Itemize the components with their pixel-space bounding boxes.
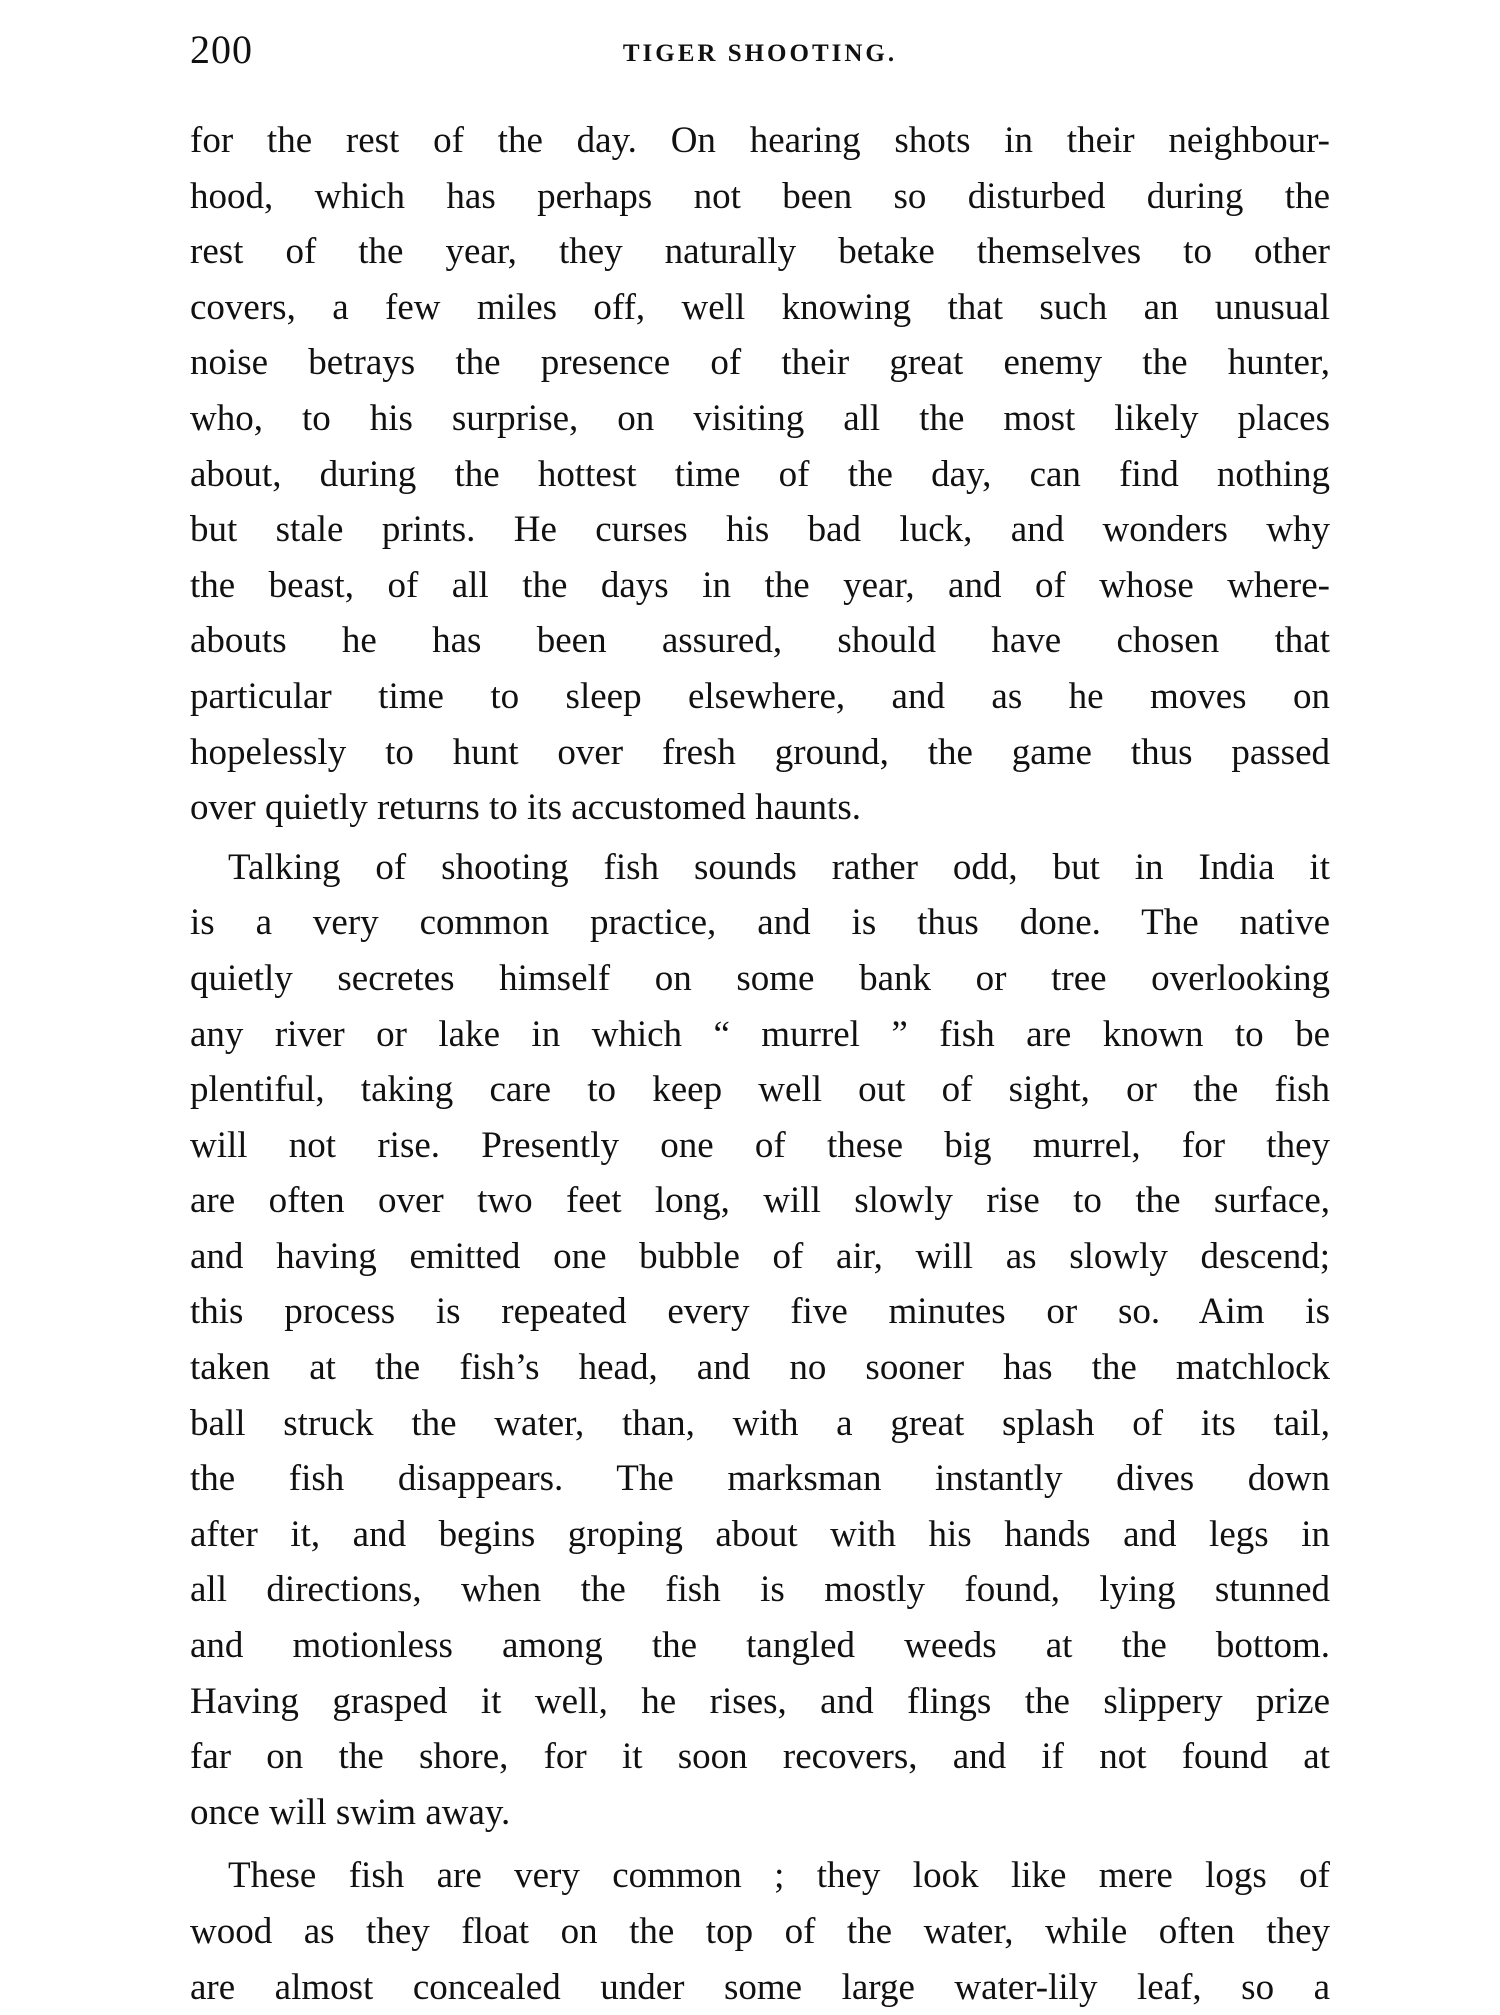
text-line: all directions, when the fish is mostly found, lying stunned — [190, 1569, 1330, 1611]
text-line: abouts he has been assured, should have chosen that — [190, 620, 1330, 662]
text-line: Having grasped it well, he rises, and flings the slippery prize — [190, 1680, 1330, 1722]
text-line: wood as they float on the top of the water, while often they — [190, 1911, 1330, 1952]
text-line: will not rise. Presently one of these big murrel, for they — [190, 1124, 1330, 1166]
text-line: particular time to sleep elsewhere, and as he moves on — [190, 675, 1330, 717]
text-line: but stale prints. He curses his bad luck, and wonders why — [190, 509, 1330, 551]
text-line: any river or lake in which “ murrel ” fish are known to be — [190, 1013, 1330, 1055]
text-line: and motionless among the tangled weeds at the bottom. — [190, 1625, 1330, 1667]
text-line: hopelessly to hunt over fresh ground, the game thus passed — [190, 731, 1330, 773]
running-head — [190, 26, 1330, 86]
text-line: far on the shore, for it soon recovers, and if not found at — [190, 1736, 1330, 1778]
text-line: These fish are very common ; they look like mere logs of — [228, 1855, 1330, 1897]
text-line: are often over two feet long, will slowly rise to the surface, — [190, 1180, 1330, 1222]
text-line: quietly secretes himself on some bank or tree overlooking — [190, 957, 1330, 999]
text-line: the beast, of all the days in the year, and of whose where- — [190, 564, 1330, 606]
text-line: and having emitted one bubble of air, will as slowly descend; — [190, 1235, 1330, 1277]
body-text — [190, 113, 1330, 2015]
text-line: who, to his surprise, on visiting all the most likely places — [190, 397, 1330, 439]
text-line: about, during the hottest time of the day, can find nothing — [190, 453, 1330, 495]
text-line: are almost concealed under some large water-lily leaf, so a — [190, 1966, 1330, 2008]
text-line: Talking of shooting fish sounds rather odd, but in India it — [228, 846, 1330, 888]
text-line: this process is repeated every five minutes or so. Aim is — [190, 1291, 1330, 1333]
paragraph — [190, 840, 1330, 1841]
paragraph — [190, 113, 1330, 836]
text-line: ball struck the water, than, with a great splash of its tail, — [190, 1402, 1330, 1444]
text-line: hood, which has perhaps not been so disturbed during the — [190, 175, 1330, 217]
text-line: covers, a few miles off, well knowing that such an unusual — [190, 286, 1330, 328]
text-line: once will swim away. — [190, 1791, 511, 1833]
text-line: over quietly returns to its accustomed haunts. — [190, 787, 861, 829]
text-line: noise betrays the presence of their great enemy the hunter, — [190, 342, 1330, 384]
text-line: taken at the fish’s head, and no sooner has the matchlock — [190, 1347, 1330, 1389]
text-line: is a very common practice, and is thus done. The native — [190, 902, 1330, 944]
text-line: after it, and begins groping about with his hands and legs in — [190, 1513, 1330, 1555]
paragraph — [190, 1848, 1330, 2015]
text-line: for the rest of the day. On hearing shots in their neighbour- — [190, 120, 1330, 161]
text-line: plentiful, taking care to keep well out of sight, or the fish — [190, 1069, 1330, 1111]
page-number: 200 — [190, 27, 253, 72]
text-line: rest of the year, they naturally betake themselves to other — [190, 231, 1330, 273]
text-line: the fish disappears. The marksman instantly dives down — [190, 1458, 1330, 1500]
running-title: TIGER SHOOTING. — [622, 40, 898, 67]
